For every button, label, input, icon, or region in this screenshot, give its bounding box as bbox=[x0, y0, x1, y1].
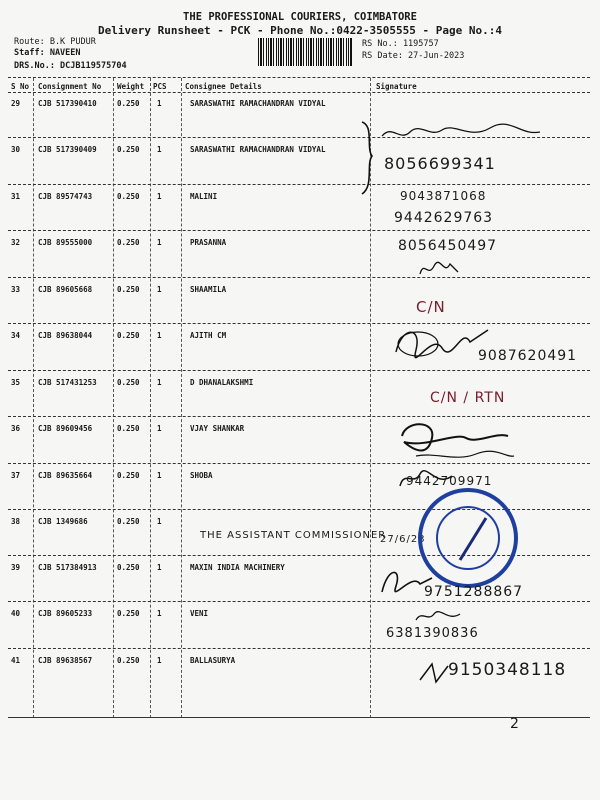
handwritten-phone-41: 9150348118 bbox=[448, 660, 567, 680]
row-consignment: CJB 517431253 bbox=[38, 378, 97, 387]
handwritten-phone-34: 9087620491 bbox=[478, 348, 578, 364]
col-sno-header: S No bbox=[11, 82, 30, 91]
signature-scribble-36 bbox=[396, 418, 516, 466]
row-consignee: SHOBA bbox=[190, 471, 213, 480]
row-divider bbox=[8, 230, 590, 231]
row-consignee: SARASWATHI RAMACHANDRAN VIDYAL bbox=[190, 145, 326, 154]
handwritten-note-33: C/N bbox=[416, 298, 446, 316]
page-mark: 2 bbox=[510, 716, 520, 732]
row-sno: 38 bbox=[11, 517, 21, 526]
row-consignment: CJB 89605668 bbox=[38, 285, 93, 294]
col-divider bbox=[33, 78, 34, 718]
staff-label: Staff: NAVEEN bbox=[14, 48, 81, 58]
header-bottom-rule bbox=[8, 92, 590, 93]
row-weight: 0.250 bbox=[117, 285, 140, 294]
row-consignment: CJB 89555000 bbox=[38, 238, 93, 247]
bracket-mark bbox=[352, 118, 382, 198]
col-divider bbox=[181, 78, 182, 718]
row-weight: 0.250 bbox=[117, 99, 140, 108]
drs-number: DRS.No.: DCJB119575704 bbox=[14, 61, 127, 71]
signature-scribble-34 bbox=[392, 322, 492, 362]
row-sno: 41 bbox=[11, 656, 21, 665]
row-sno: 39 bbox=[11, 563, 21, 572]
row-pcs: 1 bbox=[157, 656, 162, 665]
row-weight: 0.250 bbox=[117, 656, 140, 665]
row-pcs: 1 bbox=[157, 99, 162, 108]
handwritten-phone-39: 9751288867 bbox=[424, 584, 524, 600]
row-weight: 0.250 bbox=[117, 378, 140, 387]
row-pcs: 1 bbox=[157, 331, 162, 340]
row-sno: 31 bbox=[11, 192, 21, 201]
row-weight: 0.250 bbox=[117, 563, 140, 572]
row-pcs: 1 bbox=[157, 192, 162, 201]
handwritten-note-35: C/N / RTN bbox=[430, 390, 506, 406]
row-sno: 35 bbox=[11, 378, 21, 387]
handwritten-phone-40: 6381390836 bbox=[386, 626, 479, 641]
row-consignee: AJITH CM bbox=[190, 331, 227, 340]
handwritten-phone-37: 9442709971 bbox=[406, 474, 493, 488]
row-consignment: CJB 89638567 bbox=[38, 656, 93, 665]
row-weight: 0.250 bbox=[117, 145, 140, 154]
handwritten-phone-31a: 9043871068 bbox=[400, 189, 487, 203]
row-pcs: 1 bbox=[157, 563, 162, 572]
row-divider bbox=[8, 277, 590, 278]
row-consignment: CJB 517390409 bbox=[38, 145, 97, 154]
runsheet-title: Delivery Runsheet - PCK - Phone No.:0422-3505555 - Page No.:4 bbox=[98, 24, 502, 37]
row-divider bbox=[8, 370, 590, 371]
row-consignment: CJB 517390410 bbox=[38, 99, 97, 108]
row-consignee: SHAAMILA bbox=[190, 285, 227, 294]
row-pcs: 1 bbox=[157, 424, 162, 433]
handwritten-phone-32: 8056450497 bbox=[398, 238, 498, 254]
row-consignee: VENI bbox=[190, 609, 209, 618]
col-pcs-header: PCS bbox=[153, 82, 167, 91]
row-sno: 40 bbox=[11, 609, 21, 618]
row-consignment: CJB 89605233 bbox=[38, 609, 93, 618]
row-weight: 0.250 bbox=[117, 517, 140, 526]
row-sno: 29 bbox=[11, 99, 21, 108]
handwritten-note-38: THE ASSISTANT COMMISSIONER bbox=[200, 530, 387, 541]
row-consignment: CJB 89609456 bbox=[38, 424, 93, 433]
row-consignment: CJB 89574743 bbox=[38, 192, 93, 201]
barcode bbox=[258, 38, 352, 66]
row-weight: 0.250 bbox=[117, 192, 140, 201]
col-divider bbox=[113, 78, 114, 718]
row-sno: 36 bbox=[11, 424, 21, 433]
row-sno: 33 bbox=[11, 285, 21, 294]
row-consignee: BALLASURYA bbox=[190, 656, 236, 665]
row-consignee: PRASANNA bbox=[190, 238, 227, 247]
col-signature-header: Signature bbox=[376, 82, 417, 91]
col-divider bbox=[150, 78, 151, 718]
row-divider bbox=[8, 601, 590, 602]
row-consignee: MAXIN INDIA MACHINERY bbox=[190, 563, 285, 572]
row-weight: 0.250 bbox=[117, 238, 140, 247]
row-sno: 34 bbox=[11, 331, 21, 340]
row-divider bbox=[8, 184, 590, 185]
row-sno: 30 bbox=[11, 145, 21, 154]
row-sno: 37 bbox=[11, 471, 21, 480]
row-pcs: 1 bbox=[157, 145, 162, 154]
row-weight: 0.250 bbox=[117, 609, 140, 618]
rs-date: RS Date: 27-Jun-2023 bbox=[362, 51, 465, 61]
row-consignee: D DHANALAKSHMI bbox=[190, 378, 254, 387]
handwritten-phone-30: 8056699341 bbox=[384, 154, 496, 173]
row-weight: 0.250 bbox=[117, 471, 140, 480]
company-title: THE PROFESSIONAL COURIERS, COIMBATORE bbox=[183, 11, 417, 23]
signature-scribble-29 bbox=[380, 120, 550, 148]
row-consignment: CJB 89638044 bbox=[38, 331, 93, 340]
route-label: Route: B.K PUDUR bbox=[14, 37, 96, 47]
col-consignment-header: Consignment No bbox=[38, 82, 102, 91]
stamp-signature bbox=[452, 514, 492, 564]
row-consignee: VJAY SHANKAR bbox=[190, 424, 245, 433]
row-pcs: 1 bbox=[157, 609, 162, 618]
row-consignment: CJB 89635664 bbox=[38, 471, 93, 480]
handwritten-phone-31b: 9442629763 bbox=[394, 210, 494, 226]
col-consignee-header: Consignee Details bbox=[185, 82, 262, 91]
row-divider bbox=[8, 416, 590, 417]
signature-scribble-40 bbox=[414, 606, 464, 626]
col-weight-header: Weight bbox=[117, 82, 145, 91]
table-bottom-rule bbox=[8, 717, 590, 718]
row-sno: 32 bbox=[11, 238, 21, 247]
row-weight: 0.250 bbox=[117, 331, 140, 340]
row-consignment: CJB 517384913 bbox=[38, 563, 97, 572]
rs-number: RS No.: 1195757 bbox=[362, 39, 439, 49]
row-pcs: 1 bbox=[157, 285, 162, 294]
row-divider bbox=[8, 648, 590, 649]
row-consignee: SARASWATHI RAMACHANDRAN VIDYAL bbox=[190, 99, 326, 108]
row-pcs: 1 bbox=[157, 517, 162, 526]
row-pcs: 1 bbox=[157, 378, 162, 387]
row-divider bbox=[8, 323, 590, 324]
row-pcs: 1 bbox=[157, 471, 162, 480]
row-pcs: 1 bbox=[157, 238, 162, 247]
handwritten-date-38: 27/6/23 bbox=[380, 534, 426, 545]
signature-scribble-32 bbox=[418, 258, 462, 278]
header-top-rule bbox=[8, 77, 590, 78]
row-weight: 0.250 bbox=[117, 424, 140, 433]
row-consignee: MALINI bbox=[190, 192, 218, 201]
row-consignment: CJB 1349686 bbox=[38, 517, 88, 526]
